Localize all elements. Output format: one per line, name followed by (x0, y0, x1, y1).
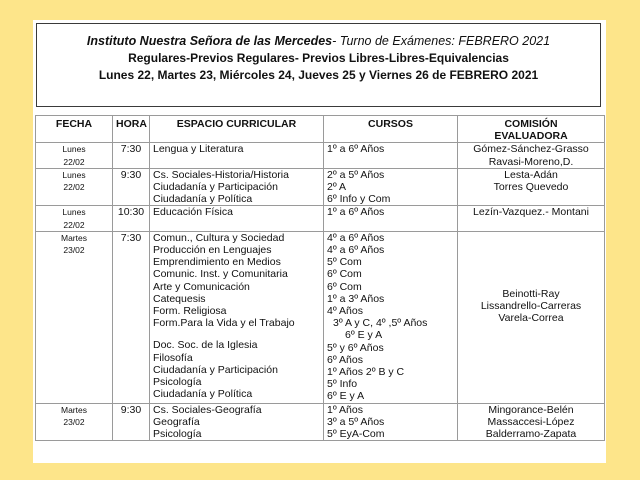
table-row (36, 143, 605, 168)
table-row (36, 403, 605, 441)
cell-hora: 9:30 (113, 168, 150, 206)
cell-espacio: Cs. Sociales-Historia/Historia Ciudadanía y Participación Ciudadanía y Política (150, 168, 324, 206)
cell-comision: Lesta-Adán Torres Quevedo (458, 168, 605, 206)
exam-turn: - Turno de Exámenes: FEBRERO 2021 (332, 34, 551, 48)
header-espacio-curricular: ESPACIO CURRICULAR (150, 116, 324, 143)
schedule-table (35, 115, 605, 441)
cell-fecha: Martes 23/02 (36, 231, 113, 403)
header-comision-evaluadora: COMISIÓN EVALUADORA (458, 116, 605, 143)
cell-hora: 10:30 (113, 206, 150, 231)
header-title-line (37, 34, 600, 48)
cell-fecha: Lunes 22/02 (36, 168, 113, 206)
cell-fecha: Lunes 22/02 (36, 206, 113, 231)
exam-types-subtitle: Regulares-Previos Regulares- Previos Libres-Libres-Equivalencias (128, 51, 509, 65)
exam-schedule-document (33, 20, 606, 463)
cell-fecha: Martes 23/02 (36, 403, 113, 441)
cell-cursos: 1º Años 3º a 5º Años 5º EyA-Com (324, 403, 458, 441)
table-row (36, 231, 605, 403)
header-cursos: CURSOS (324, 116, 458, 143)
document-header (36, 23, 601, 107)
cell-cursos: 1º a 6º Años (324, 206, 458, 231)
cell-cursos: 1º a 6º Años (324, 143, 458, 168)
cell-comision: Beinotti-Ray Lissandrello-Carreras Varela-Correa (458, 231, 605, 403)
cell-cursos: 4º a 6º Años 4º a 6º Años 5º Com 6º Com 6º Com 1º a 3º Años 4º Años 3º A y C, 4º ,5º Años 6º E y A 5º y 6º Años 6º Años 1º Años 2º B y C 5º Info 6º E y A (324, 231, 458, 403)
cell-espacio: Educación Física (150, 206, 324, 231)
cell-comision: Mingorance-Belén Massaccesi-López Balderramo-Zapata (458, 403, 605, 441)
cell-espacio: Comun., Cultura y Sociedad Producción en Lenguajes Emprendimiento en Medios Comunic. Inst. y Comunitaria Arte y Comunicación Catequesis Form. Religiosa Form.Para la Vida y el Trabajo Doc. Soc. de la Iglesia Filosofía Ciudadanía y Participación Psicología Ciudadanía y Política (150, 231, 324, 403)
exam-dates: Lunes 22, Martes 23, Miércoles 24, Jueves 25 y Viernes 26 de FEBRERO 2021 (98, 68, 539, 82)
table-header-row (36, 116, 605, 143)
table-row (36, 168, 605, 206)
header-hora: HORA (113, 116, 150, 143)
institution-name: Instituto Nuestra Señora de las Mercedes (86, 34, 333, 48)
cell-hora: 7:30 (113, 143, 150, 168)
cell-comision: Lezín-Vazquez.- Montani (458, 206, 605, 231)
header-fecha: FECHA (36, 116, 113, 143)
cell-cursos: 2º a 5º Años 2º A 6º Info y Com (324, 168, 458, 206)
cell-hora: 9:30 (113, 403, 150, 441)
spacer (153, 329, 320, 339)
cell-comision: Gómez-Sánchez-Grasso Ravasi-Moreno,D. (458, 143, 605, 168)
cell-hora: 7:30 (113, 231, 150, 403)
cell-espacio: Lengua y Literatura (150, 143, 324, 168)
table-row (36, 206, 605, 231)
cell-fecha: Lunes 22/02 (36, 143, 113, 168)
cell-espacio: Cs. Sociales-Geografía Geografía Psicología (150, 403, 324, 441)
